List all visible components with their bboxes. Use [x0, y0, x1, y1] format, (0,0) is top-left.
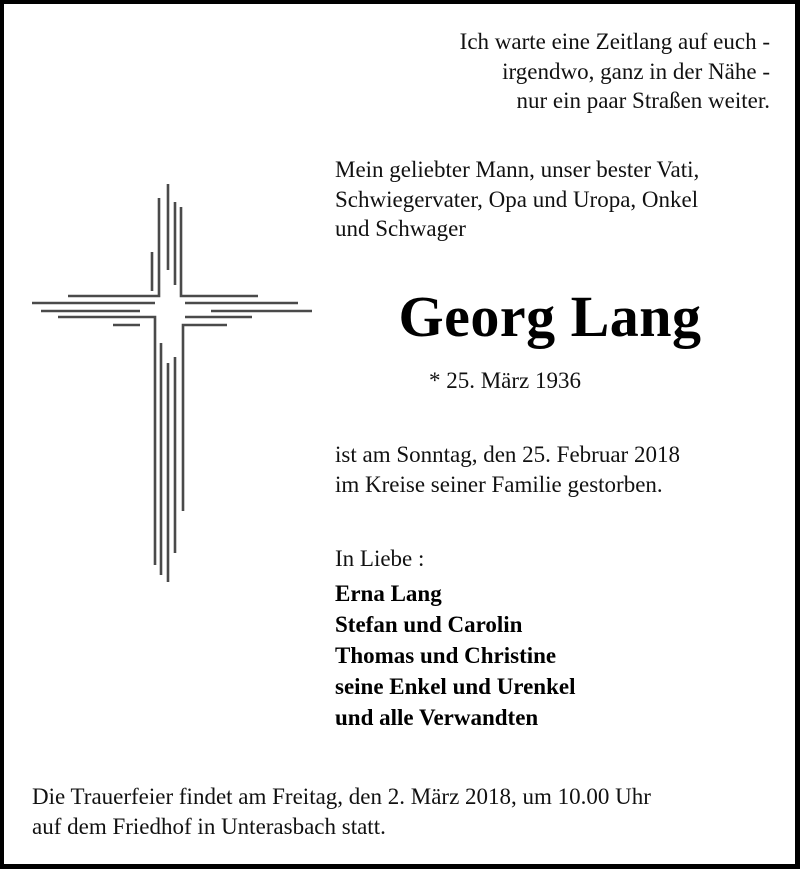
death-line: im Kreise seiner Familie gestorben. — [335, 471, 663, 497]
mourners-list — [335, 578, 576, 733]
intro-line: Mein geliebter Mann, unser bester Vati, — [335, 157, 700, 182]
poem-line: irgendwo, ganz in der Nähe - — [502, 58, 770, 84]
birth-date: * 25. März 1936 — [428, 368, 582, 393]
intro-line: und Schwager — [335, 216, 466, 241]
poem-line: nur ein paar Straßen weiter. — [516, 88, 770, 113]
funeral-info — [32, 782, 651, 842]
intro-line: Schwiegervater, Opa und Uropa, Onkel — [335, 186, 699, 212]
death-notice — [335, 440, 680, 499]
deceased-name: Georg Lang — [398, 284, 702, 349]
poem-line: Ich warte eine Zeitlang auf euch - — [459, 29, 770, 54]
mourner-name: Erna Lang — [335, 581, 442, 606]
funeral-line: Die Trauerfeier findet am Freitag, den 2. März 2018, um 10.00 Uhr — [32, 784, 651, 809]
mourner-name: und alle Verwandten — [335, 705, 539, 730]
death-line: ist am Sonntag, den 25. Februar 2018 — [335, 442, 680, 467]
mourner-name: Stefan und Carolin — [335, 612, 523, 637]
mourner-name: seine Enkel und Urenkel — [335, 674, 576, 699]
funeral-line: auf dem Friedhof in Unterasbach statt. — [32, 814, 386, 839]
cross-icon — [0, 0, 330, 600]
in-love-label: In Liebe : — [335, 546, 425, 571]
intro-text — [335, 155, 699, 244]
mourner-name: Thomas und Christine — [335, 643, 557, 668]
poem-verse — [460, 27, 770, 116]
